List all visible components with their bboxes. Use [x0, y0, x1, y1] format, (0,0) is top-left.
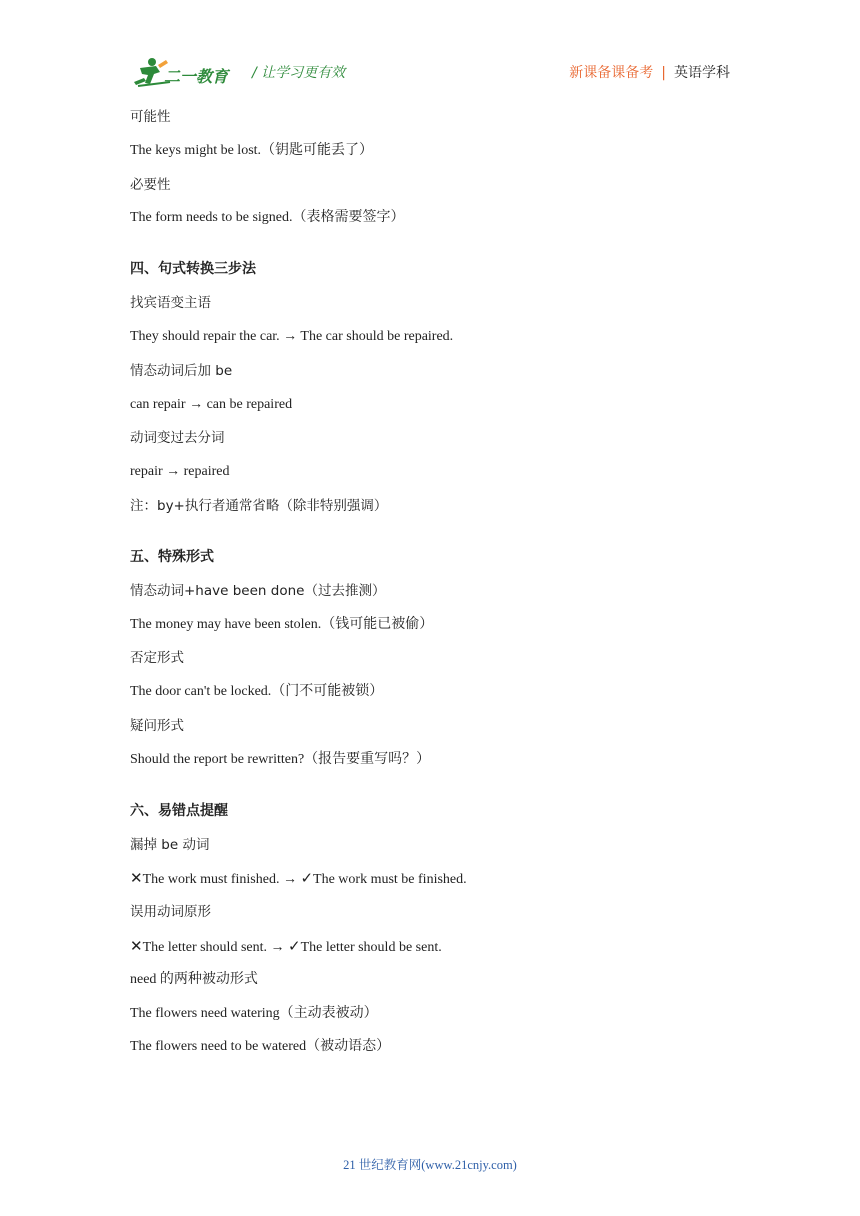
example-line: can repair → can be repaired: [130, 396, 293, 412]
text-line: 情态动词后加 be: [130, 362, 233, 379]
text-line: 找宾语变主语: [130, 295, 211, 312]
example-line: The flowers need watering（主动表被动）: [130, 1005, 378, 1021]
page-header: [130, 54, 730, 90]
wrong-example: The letter should sent. →: [142, 939, 288, 955]
example-line: They should repair the car. → The car should be repaired.: [130, 328, 454, 344]
correct-example: The work must be finished.: [313, 872, 467, 888]
example-line: [130, 869, 730, 887]
example-line: Should the report be rewritten?（报告要重写吗？）: [130, 751, 431, 767]
cross-mark-icon: ✕: [130, 936, 143, 955]
correct-example: The letter should be sent.: [300, 939, 442, 955]
check-mark-icon: ✓: [288, 936, 301, 955]
section-heading: 五、特殊形式: [130, 548, 214, 565]
text-line: 否定形式: [130, 650, 184, 667]
logo-text: 二一教育: [164, 67, 229, 86]
cross-mark-icon: ✕: [130, 869, 143, 888]
header-right: [569, 62, 730, 82]
example-line: repair → repaired: [130, 464, 230, 480]
text-line: 动词变过去分词: [130, 430, 225, 447]
document-body: [130, 108, 730, 1072]
example-line: The door can't be locked.（门不可能被锁）: [130, 684, 384, 700]
section-heading: 四、句式转换三步法: [130, 261, 256, 278]
page-footer: 21 世纪教育网(www.21cnjy.com): [343, 1158, 517, 1172]
example-line: The money may have been stolen.（钱可能已被偷）: [130, 616, 434, 632]
note-line: 注：by+执行者通常省略（除非特别强调）: [130, 497, 388, 514]
text-line: need 的两种被动形式: [130, 971, 258, 987]
text-line: 疑问形式: [130, 717, 184, 734]
header-separator: |: [661, 65, 666, 81]
example-line: [130, 937, 730, 955]
text-line: 可能性: [130, 109, 171, 125]
text-line: 误用动词原形: [130, 904, 211, 921]
header-course-label: 新课备课备考: [569, 65, 654, 81]
section-heading: 六、易错点提醒: [130, 802, 228, 819]
check-mark-icon: ✓: [300, 869, 314, 888]
wrong-example: The work must finished. →: [142, 872, 301, 888]
text-line: 必要性: [130, 176, 171, 193]
header-subject-label: 英语学科: [674, 65, 730, 81]
slogan: / 让学习更有效: [252, 65, 346, 81]
logo: [130, 56, 240, 88]
example-line: The flowers need to be watered（被动语态）: [130, 1039, 391, 1055]
example-line: The keys might be lost.（钥匙可能丢了）: [130, 142, 374, 158]
text-line: 情态动词+have been done（过去推测）: [130, 582, 386, 599]
example-line: The form needs to be signed.（表格需要签字）: [130, 210, 405, 226]
text-line: 漏掉 be 动词: [130, 836, 210, 853]
